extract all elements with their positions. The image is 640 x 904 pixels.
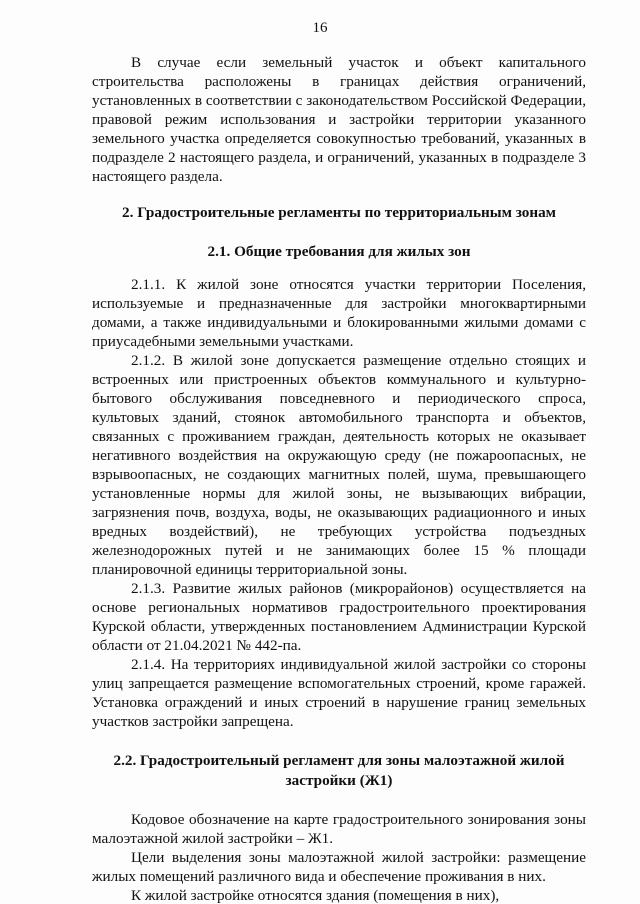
- page-content: [92, 40, 586, 904]
- section-heading-2: 2. Градостроительные регламенты по территориальным зонам: [122, 204, 557, 221]
- paragraph-2-1-3: 2.1.3. Развитие жилых районов (микрорайонов) осуществляется на основе региональных нормативов градостроительного проектирования Курской области, утвержденных постановлением Администрации Курской области от 21.04.2021 № 442-па.: [92, 580, 586, 654]
- paragraph-zone-goals: Цели выделения зоны малоэтажной жилой застройки: размещение жилых помещений различного вида и обеспечение проживания в них.: [92, 849, 586, 885]
- subsection-heading-2-2: 2.2. Градостроительный регламент для зоны малоэтажной жилой застройки (Ж1): [113, 752, 565, 789]
- paragraph-residential-buildings: К жилой застройке относятся здания (помещения в них),: [131, 887, 500, 904]
- paragraph-2-1-1: 2.1.1. К жилой зоне относятся участки территории Поселения, используемые и предназначенные для застройки многоквартирными домами, а также индивидуальными и блокированными жилыми домами с приусадебными земельными участками.: [92, 276, 586, 350]
- subsection-heading-2-1: 2.1. Общие требования для жилых зон: [207, 243, 471, 260]
- page-number: 16: [312, 20, 328, 36]
- paragraph-zone-code: Кодовое обозначение на карте градостроительного зонирования зоны малоэтажной жилой застройки – Ж1.: [92, 811, 586, 847]
- paragraph-2-1-2: 2.1.2. В жилой зоне допускается размещение отдельно стоящих и встроенных или пристроенных объектов коммунального и культурно-бытового обслуживания повседневного и периодического спроса, культовых зданий, стоянок автомобильного транспорта и объектов, связанных с проживанием граждан, деятельность которых не оказывает негативного воздействия на окружающую среду (не пожароопасных, не взрывоопасных, не создающих магнитных полей, шума, превышающего установленные нормы для жилой зоны, не вызывающих вибрации, загрязнения почв, воздуха, воды, не оказывающих радиационного и иных вредных воздействий), не требующих устройства подъездных железнодорожных путей и не занимающих более 15 % площади планировочной единицы территориальной зоны.: [92, 352, 586, 578]
- paragraph-2-1-4: 2.1.4. На территориях индивидуальной жилой застройки со стороны улиц запрещается размещение вспомогательных строений, кроме гаражей. Установка ограждений и иных строений в нарушение границ земельных участков застройки запрещена.: [92, 656, 586, 730]
- intro-paragraph: В случае если земельный участок и объект капитального строительства расположены в границах действия ограничений, установленных в соответствии с законодательством Российской Федерации, правовой режим использования и застройки территории указанного земельного участка определяется совокупностью требований, указанных в подразделе 2 настоящего раздела, и ограничений, указанных в подразделе 3 настоящего раздела.: [92, 54, 586, 185]
